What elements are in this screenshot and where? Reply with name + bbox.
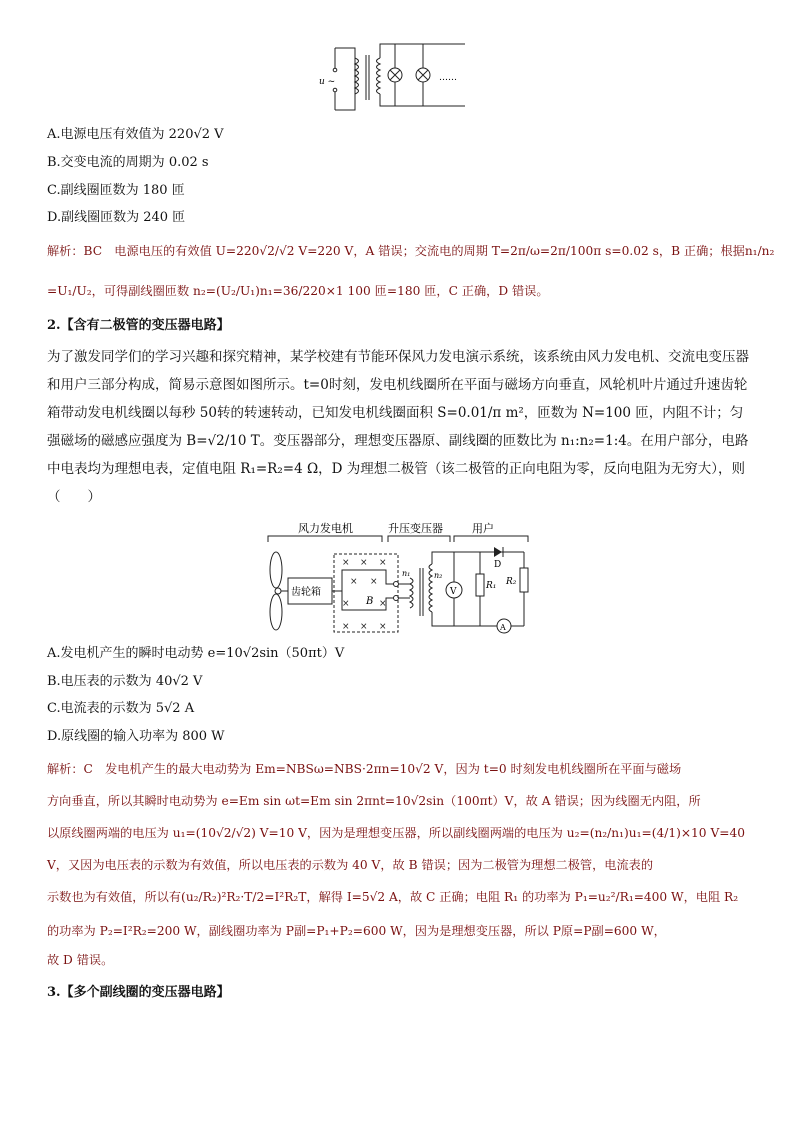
svg-text:×: × bbox=[360, 622, 368, 632]
svg-text:×: × bbox=[342, 599, 350, 609]
label-generator: 风力发电机 bbox=[298, 522, 353, 535]
q1-option-c: C.副线圈匝数为 180 匝 bbox=[47, 183, 185, 198]
svg-text:×: × bbox=[350, 577, 358, 587]
svg-text:×: × bbox=[379, 599, 387, 609]
r2-label: R₂ bbox=[506, 577, 517, 587]
q1-option-d: D.副线圈匝数为 240 匝 bbox=[47, 210, 186, 225]
figure-wind-generator-system bbox=[262, 522, 534, 640]
n2-label: n₂ bbox=[434, 571, 443, 580]
label-user: 用户 bbox=[472, 522, 494, 535]
r1-label: R₁ bbox=[486, 581, 497, 591]
q2-option-d: D.原线圈的输入功率为 800 W bbox=[47, 729, 225, 744]
field-label: B bbox=[366, 596, 374, 607]
q2-option-b: B.电压表的示数为 40√2 V bbox=[47, 674, 203, 689]
q2-analysis-line-1: 解析：C 发电机产生的最大电动势为 Em=NBSω=NBS·2πn=10√2 V，因为 t=0 时刻发电机线圈所在平面与磁场 bbox=[47, 762, 682, 776]
svg-text:×: × bbox=[370, 577, 378, 587]
q2-option-c: C.电流表的示数为 5√2 A bbox=[47, 701, 195, 716]
diode-label: D bbox=[494, 560, 502, 570]
q1-option-b: B.交变电流的周期为 0.02 s bbox=[47, 155, 209, 170]
n1-label: n₁ bbox=[402, 569, 411, 578]
voltmeter-label: V bbox=[450, 587, 457, 597]
q2-analysis-line-2: 方向垂直，所以其瞬时电动势为 e=Em sin ωt=Em sin 2πnt=10√2sin（100πt）V，故 A 错误；因为线圈无内阻，所 bbox=[47, 794, 701, 808]
continuation-dots: …… bbox=[439, 73, 457, 83]
q2-stem: 为了激发同学们的学习兴趣和探究精神，某学校建有节能环保风力发电演示系统，该系统由风力发电机、交流电变压器和用户三部分构成，简易示意图如图所示。t=0时刻，发电机线圈所在平面与磁场方向垂直，风轮机叶片通过升速齿轮箱带动发电机线圈以每秒 50转的转速转动，已知发电机线圈面积 S=0.01/π m²，匝数为 N=100 匝，内阻不计；匀强磁场的磁感应强度为 B=√2/10 T。变压器部分，理想变压器原、副线圈的匝数比为 n₁:n₂=1:4。在用户部分，电路中电表均为理想电表，定值电阻 R₁=R₂=4 Ω，D 为理想二极管（该二极管的正向电阻为零，反向电阻为无穷大），则（ ） bbox=[47, 349, 749, 505]
q2-analysis-line-4: V，又因为电压表的示数为有效值，所以电压表的示数为 40 V，故 B 错误；因为二极管为理想二极管，电流表的 bbox=[47, 858, 654, 872]
q2-analysis-line-5: 示数也为有效值，所以有(u₂/R₂)²R₂·T/2=I²R₂T，解得 I=5√2 A，故 C 正确；电阻 R₁ 的功率为 P₁=u₂²/R₁=400 W，电阻 R₂ bbox=[47, 890, 739, 904]
svg-text:×: × bbox=[342, 622, 350, 632]
q2-analysis-line-7: 故 D 错误。 bbox=[47, 953, 114, 967]
svg-text:×: × bbox=[379, 558, 387, 568]
figure-transformer-lamps bbox=[315, 40, 480, 120]
ammeter-label: A bbox=[500, 623, 506, 632]
q1-analysis-line-2: =U₁/U₂，可得副线圈匝数 n₂=(U₂/U₁)n₁=36/220×1 100 匝=180 匝，C 正确，D 错误。 bbox=[47, 284, 549, 298]
label-transformer: 升压变压器 bbox=[388, 522, 443, 535]
gearbox-label: 齿轮箱 bbox=[291, 587, 321, 598]
q2-heading: 2.【含有二极管的变压器电路】 bbox=[47, 318, 230, 333]
q3-heading: 3.【多个副线圈的变压器电路】 bbox=[47, 985, 230, 1000]
q2-analysis-line-6: 的功率为 P₂=I²R₂=200 W，副线圈功率为 P副=P₁+P₂=600 W，因为是理想变压器，所以 P原=P副=600 W， bbox=[47, 924, 666, 938]
q1-option-a: A.电源电压有效值为 220√2 V bbox=[47, 127, 224, 142]
q2-option-a: A.发电机产生的瞬时电动势 e=10√2sin（50πt）V bbox=[47, 646, 345, 661]
source-label: u ~ bbox=[319, 77, 336, 87]
svg-text:×: × bbox=[342, 558, 350, 568]
svg-text:×: × bbox=[379, 622, 387, 632]
q2-analysis-line-3: 以原线圈两端的电压为 u₁=(10√2/√2) V=10 V，因为是理想变压器，所以副线圈两端的电压为 u₂=(n₂/n₁)u₁=(4/1)×10 V=40 bbox=[47, 826, 745, 840]
svg-text:×: × bbox=[360, 558, 368, 568]
q1-analysis-line-1: 解析：BC 电源电压的有效值 U=220√2/√2 V=220 V，A 错误；交流电的周期 T=2π/ω=2π/100π s=0.02 s，B 正确；根据n₁/n₂ bbox=[47, 244, 775, 258]
